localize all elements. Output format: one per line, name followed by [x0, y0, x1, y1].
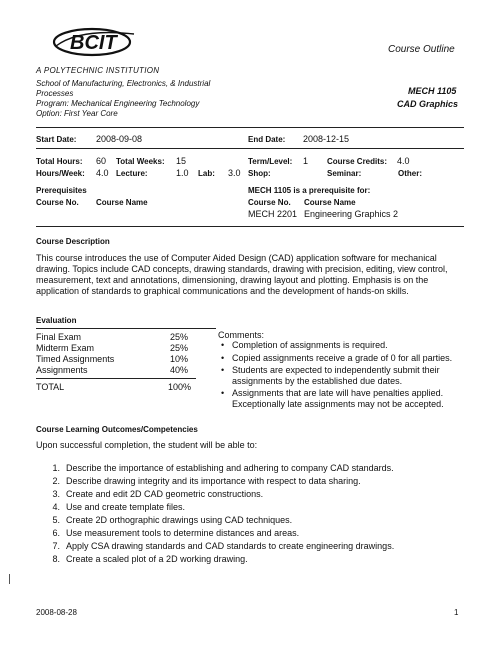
outcome-item: 1. Describe the importance of establishing and adhering to company CAD standards.	[52, 463, 394, 473]
school-name-cont: Processes	[36, 89, 74, 98]
term-level-value: 1	[303, 156, 309, 166]
hours-week-value: 4.0	[96, 168, 109, 178]
outcome-item: 3. Create and edit 2D CAD geometric constructions.	[52, 489, 264, 499]
evaluation-total-label: TOTAL	[36, 382, 65, 392]
prereq-for-course-no: MECH 2201	[248, 209, 298, 219]
prereq-for-course-name: Engineering Graphics 2	[304, 209, 399, 219]
prerequisites-heading: Prerequisites	[36, 186, 87, 195]
course-credits-label: Course Credits:	[327, 157, 388, 166]
lecture-label: Lecture:	[116, 169, 148, 178]
other-label: Other:	[398, 169, 422, 178]
lab-value: 3.0	[228, 168, 241, 178]
course-code: MECH 1105	[408, 86, 457, 96]
bullet-icon: •	[221, 352, 225, 363]
svg-text:BCIT: BCIT	[70, 32, 117, 54]
evaluation-item: Midterm Exam	[36, 343, 95, 353]
comment-item: • Copied assignments receive a grade of 0 for all parties.	[221, 352, 453, 363]
evaluation-pct: 10%	[170, 354, 189, 364]
bullet-icon: •	[221, 340, 225, 350]
dates-divider	[36, 148, 464, 149]
prereq-for-col-course-no: Course No.	[248, 198, 291, 207]
evaluation-item: Timed Assignments	[36, 354, 115, 364]
outcome-item: 7. Apply CSA drawing standards and CAD standards to create engineering drawings.	[52, 541, 395, 551]
evaluation-row	[36, 343, 94, 353]
doc-type: Course Outline	[388, 44, 455, 55]
total-hours-label: Total Hours:	[36, 157, 83, 166]
comment-item: • Assignments that are late will have penalties applied. Exceptionally late assignments may not be accepted.	[221, 388, 444, 409]
end-date-value: 2008-12-15	[303, 134, 350, 144]
bullet-icon: •	[221, 365, 225, 375]
bcit-logo	[50, 24, 136, 60]
outcomes-list	[36, 462, 394, 566]
description-line: drawing. Topics include CAD concepts, drawing standards, drawing with precision, editing, view control,	[36, 264, 448, 274]
comments-heading: Comments:	[218, 330, 265, 340]
comment-item: • Students are expected to independently submit their assignments by the established due dates.	[221, 365, 440, 386]
prereq-for-col-course-name: Course Name	[304, 198, 356, 207]
lecture-value: 1.0	[176, 168, 189, 178]
margin-mark	[9, 574, 10, 584]
option-name: Option: First Year Core	[36, 109, 118, 118]
page-number: 1	[454, 608, 459, 617]
description-line: measurement, text and annotations, dimensioning, drawing layout and plotting. Emphasis is on the	[36, 275, 429, 285]
total-hours-value: 60	[96, 156, 107, 166]
header-divider	[36, 127, 464, 128]
evaluation-heading: Evaluation	[36, 316, 77, 325]
evaluation-pct: 25%	[170, 332, 189, 342]
total-weeks-value: 15	[176, 156, 187, 166]
outcome-item: 6. Use measurement tools to determine distances and areas.	[52, 528, 300, 538]
evaluation-total-pct: 100%	[168, 382, 192, 392]
evaluation-item: Assignments	[36, 365, 88, 375]
prereq-col-course-no: Course No.	[36, 198, 79, 207]
evaluation-row	[36, 354, 114, 364]
outcome-item: 5. Create 2D orthographic drawings using CAD techniques.	[52, 515, 293, 525]
evaluation-pct: 40%	[170, 365, 189, 375]
comments-list	[218, 340, 468, 411]
footer-date: 2008-08-28	[36, 608, 77, 617]
course-credits-value: 4.0	[397, 156, 410, 166]
start-date-label: Start Date:	[36, 135, 77, 144]
course-title: CAD Graphics	[397, 99, 459, 109]
description-heading: Course Description	[36, 237, 110, 246]
outcomes-intro: Upon successful completion, the student will be able to:	[36, 440, 258, 450]
evaluation-item: Final Exam	[36, 332, 82, 342]
evaluation-pct: 25%	[170, 343, 189, 353]
hours-week-label: Hours/Week:	[36, 169, 85, 178]
outcome-item: 8. Create a scaled plot of a 2D working drawing.	[52, 554, 248, 564]
end-date-label: End Date:	[248, 135, 286, 144]
comment-item: • Completion of assignments is required.	[221, 340, 388, 350]
start-date-value: 2008-09-08	[96, 134, 143, 144]
bullet-icon: •	[221, 388, 225, 398]
outcomes-heading: Course Learning Outcomes/Competencies	[36, 425, 198, 434]
institution-tagline: A POLYTECHNIC INSTITUTION	[36, 66, 160, 75]
term-level-label: Term/Level:	[248, 157, 293, 166]
evaluation-divider	[36, 328, 216, 329]
description-line: This course introduces the use of Computer Aided Design (CAD) application software for mechanical	[36, 253, 437, 263]
outcome-item: 4. Use and create template files.	[52, 502, 186, 512]
outcome-item: 2. Describe drawing integrity and its importance with respect to data sharing.	[52, 476, 361, 486]
evaluation-total-divider	[36, 378, 196, 379]
shop-label: Shop:	[248, 169, 271, 178]
evaluation-row	[36, 332, 81, 342]
lab-label: Lab:	[198, 169, 215, 178]
evaluation-row	[36, 365, 88, 375]
description-line: application of standards to graphical communications and the development of hands-on skills.	[36, 286, 409, 296]
prereq-for-heading: MECH 1105 is a prerequisite for:	[248, 186, 371, 195]
program-name: Program: Mechanical Engineering Technology	[36, 99, 200, 108]
prereq-divider	[36, 226, 464, 227]
school-name: School of Manufacturing, Electronics, & Industrial	[36, 79, 211, 88]
total-weeks-label: Total Weeks:	[116, 157, 165, 166]
prereq-col-course-name: Course Name	[96, 198, 148, 207]
seminar-label: Seminar:	[327, 169, 362, 178]
